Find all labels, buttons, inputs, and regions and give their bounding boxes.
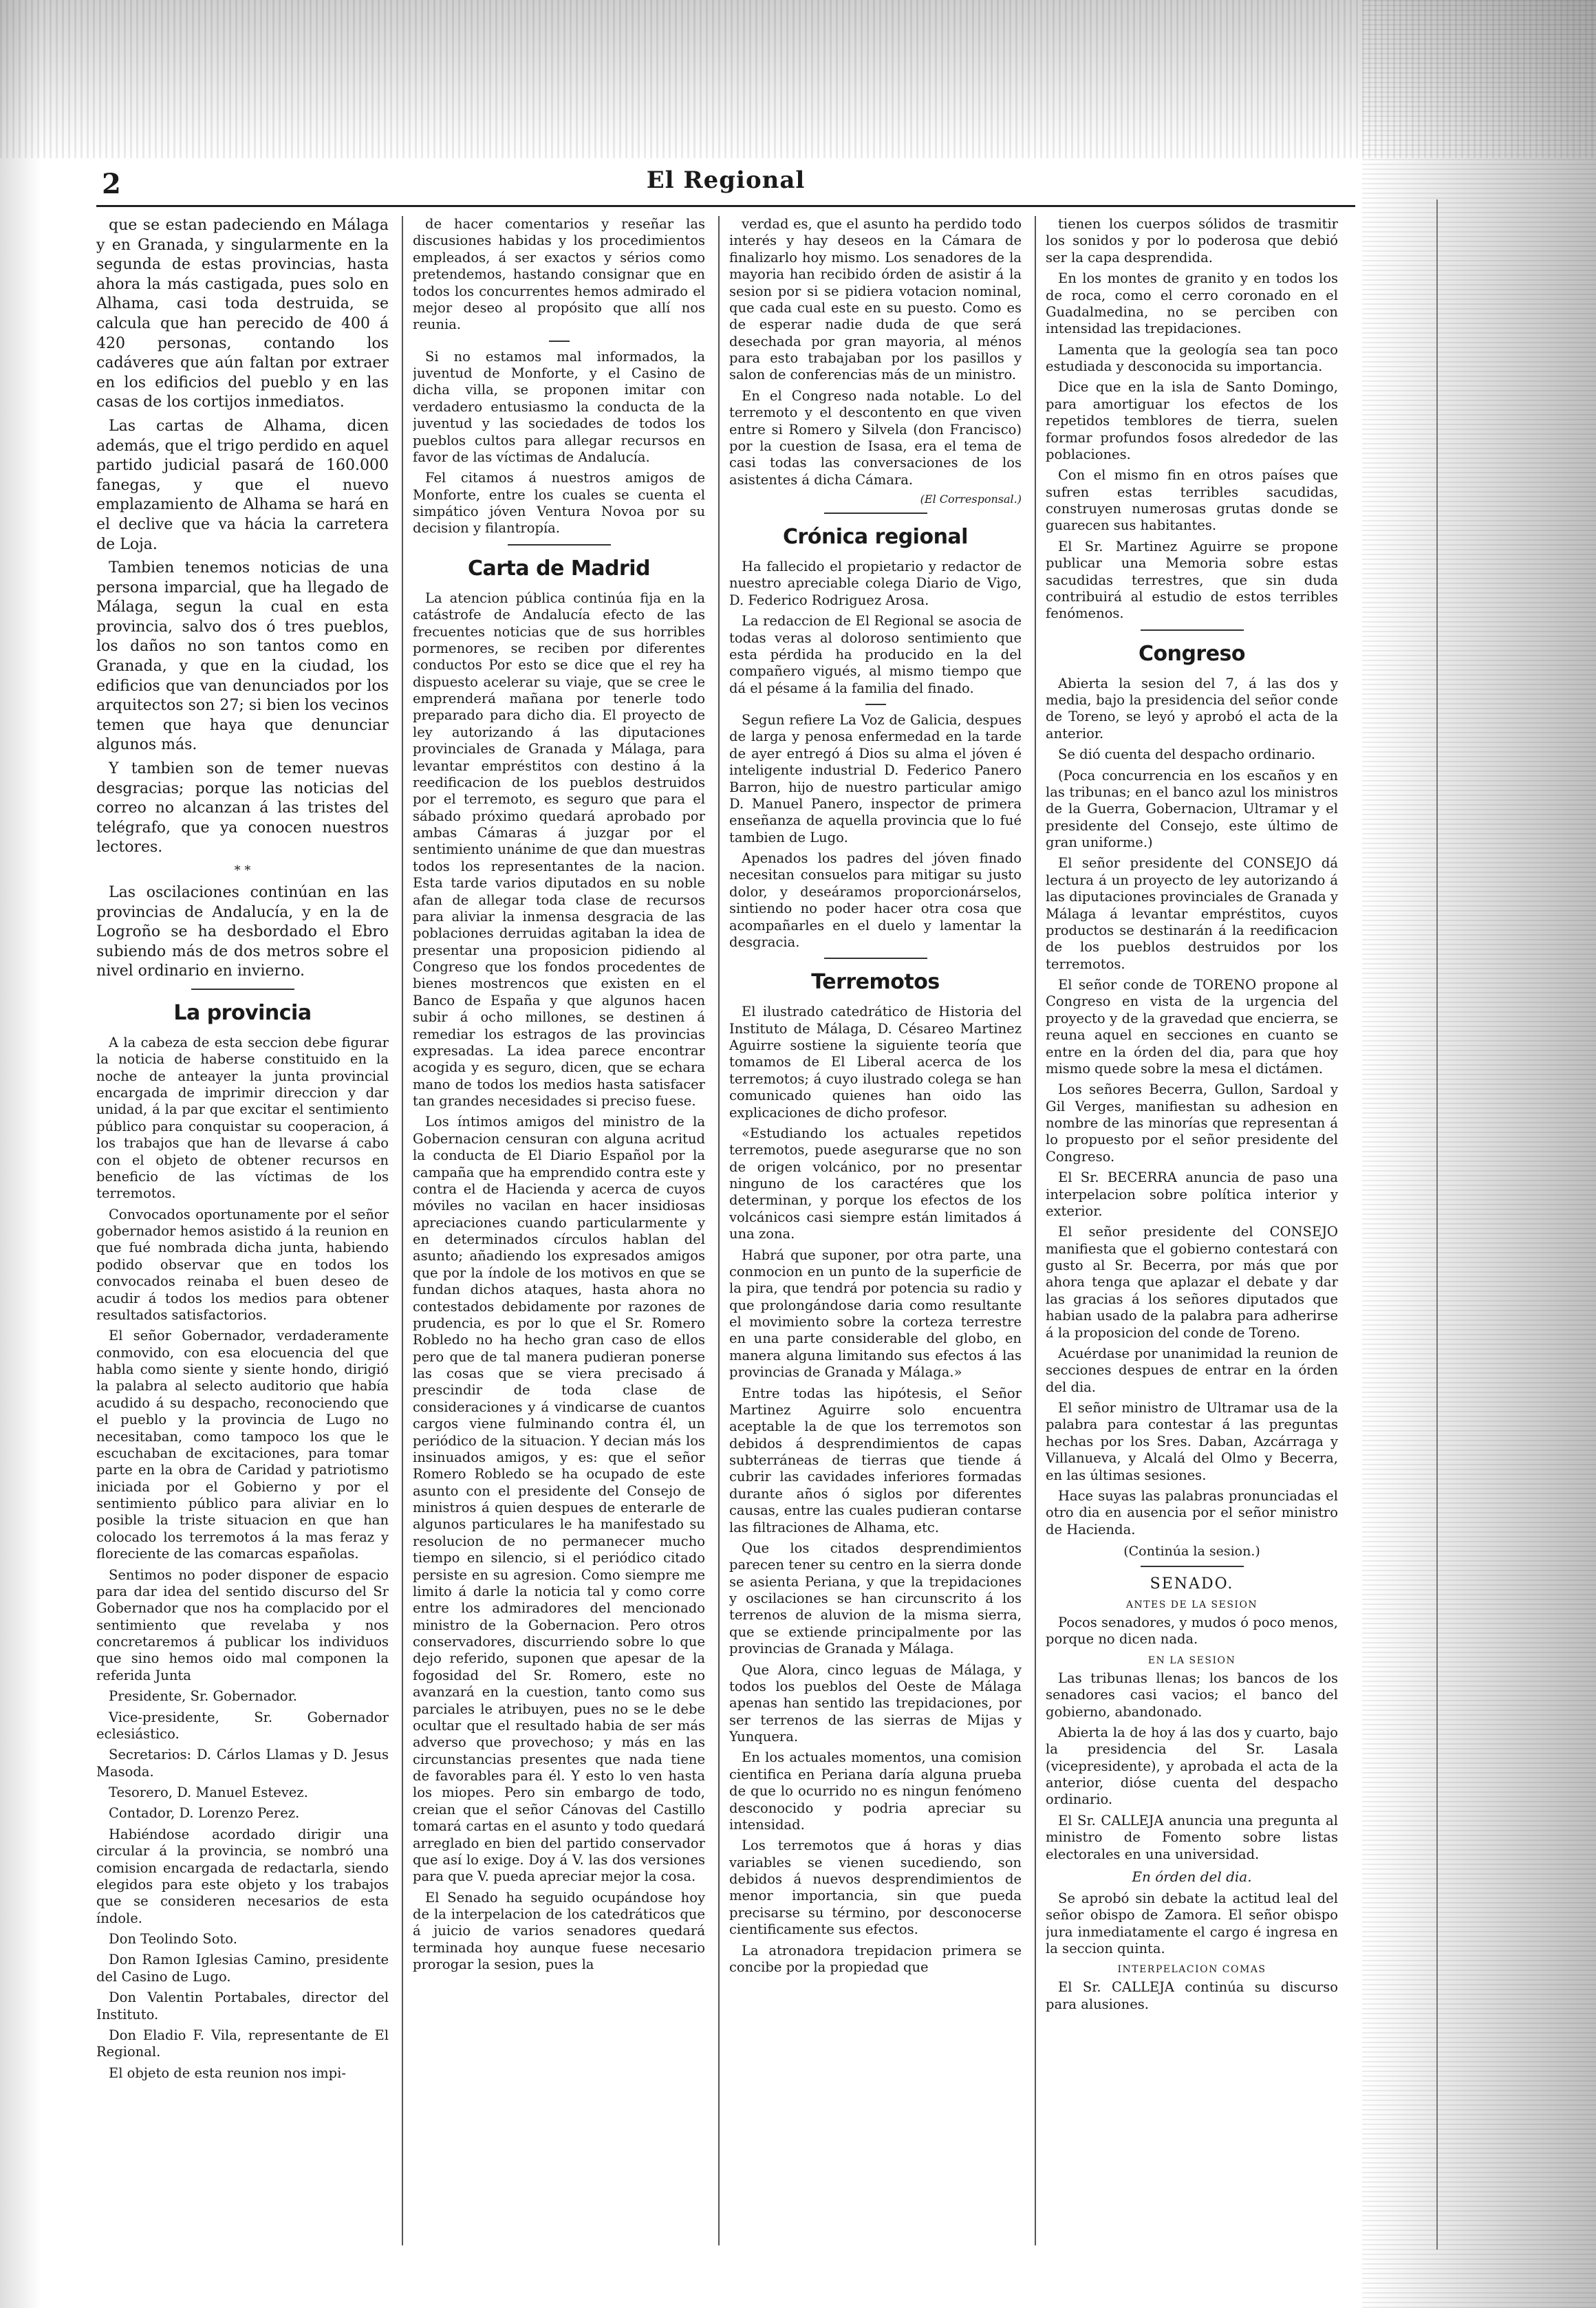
article-paragraph: Abierta la de hoy á las dos y cuarto, bajo la presidencia del Sr. Lasala (vicepresidente), y aprobada el acta de la anterior, dióse cuenta del despacho ordinario.: [1046, 1724, 1338, 1808]
article-paragraph: Fel citamos á nuestros amigos de Monforte, entre los cuales se cuenta el simpático jóven Ventura Novoa por su decision y filantropía.: [413, 470, 705, 537]
article-paragraph: En el Congreso nada notable. Lo del terremoto y el descontento en que viven entre si Romero y Silvela (don Francisco) por la cuestion de Isasa, era el tema de casi todas las conversaciones de los asistentes á dicha Cámara.: [729, 387, 1022, 488]
article-paragraph: La atronadora trepidacion primera se concibe por la propiedad que: [729, 1942, 1022, 1975]
page-number: 2: [102, 168, 121, 200]
article-paragraph: Don Teolindo Soto.: [109, 1931, 237, 1948]
column-separator: [402, 216, 403, 2245]
article-paragraph: Apenados los padres del jóven finado necesitan consuelos para mitigar su justo dolor, y deseáramos proporcionárselos, sintiendo no poder hacer otra cosa que acompañarles en el duelo y lamentar la desgracia.: [729, 850, 1022, 950]
article-paragraph: Que los citados desprendimientos parecen tener su centro en la sierra donde se asienta Periana, y que la trepidaciones y oscilaciones se han circunscrito á los terrenos de aluvion de la misma sierra, que se extiende principalmente por las provincias de Granada y Málaga.: [729, 1540, 1022, 1657]
article-paragraph: Los señores Becerra, Gullon, Sardoal y Gil Verges, manifiestan su adhesion en nombre de las minorías que representan á lo propuesto por el señor presidente del Congreso.: [1046, 1081, 1338, 1165]
article-paragraph: Las tribunas llenas; los bancos de los senadores casi vacios; el banco del gobierno, abandonado.: [1046, 1670, 1338, 1720]
section-divider: [508, 544, 611, 546]
section-divider: [824, 513, 927, 514]
scan-noise-right: [1362, 0, 1596, 2308]
article-paragraph: Dice que en la isla de Santo Domingo, para amortiguar los efectos de los repetidos temblores de tierra, suelen formar profundos fosos alrededor de las poblaciones.: [1046, 379, 1338, 462]
article-paragraph: En los montes de granito y en todos los de roca, como el cerro coronado en el Guadalmedina, no se perciben con intensidad las trepidaciones.: [1046, 270, 1338, 337]
section-divider: [865, 704, 886, 705]
article-paragraph: Contador, D. Lorenzo Perez.: [109, 1805, 300, 1822]
article-paragraph: El señor Gobernador, verdaderamente conmovido, con esa elocuencia del que habla como siente y siente hondo, dirigió la palabra al selecto auditorio que había acudido á su despacho, reconociendo que el pueblo y la provincia de Lugo no necesitaban, como tampoco los que le escuchaban de excitaciones, para tomar parte en la obra de Caridad y patriotismo iniciada por el Gobierno y por el sentimiento público para aliviar en lo posible la triste situacion en que han colocado los terremotos á la mas feraz y floreciente de las comarcas españolas.: [96, 1328, 389, 1562]
article-paragraph: Don Ramon Iglesias Camino, presidente del Casino de Lugo.: [96, 1952, 389, 1985]
column-1-lead: [96, 216, 389, 982]
article-paragraph: Ha fallecido el propietario y redactor de nuestro apreciable colega Diario de Vigo, D. Federico Rodriguez Arosa.: [729, 559, 1022, 608]
article-paragraph: «Estudiando los actuales repetidos terremotos, puede asegurarse que no son de origen volcánico, por no presentar ninguno de los caractéres que los determinan, y porque los efectos de los volcánicos casi siempre están limitados á una zona.: [729, 1125, 1022, 1242]
article-paragraph: Se dió cuenta del despacho ordinario.: [1058, 746, 1316, 763]
column-1: [96, 216, 389, 2245]
column-2: [413, 216, 705, 2245]
article-paragraph: Los íntimos amigos del ministro de la Gobernacion censuran con alguna acritud la conducta de El Diario Español por la campaña que ha emprendido contra este y contra el de Hacienda y acerca de cuyos móviles no vacilan en hacer insidiosas apreciaciones cuando particularmente y en determinados círculos hablan del asunto; añadiendo los expresados amigos que por la índole de los motivos en que se fundan dichos ataques, hasta ahora no contestados debidamente por razones de prudencia, es por lo que el Sr. Romero Robledo no ha hecho gran caso de ellos pero que de tal manera pudieran ponerse las cosas que se viera precisado á prescindir de toda clase de consideraciones y á vindicarse de cuantos cargos viene fulminando contra él, un periódico de la situacion. Y decian más los insinuados amigos, y es: que el señor Romero Robledo se ha ocupado de este asunto con el presidente del Consejo de ministros á quien despues de enterarle de algunos particulares le ha manifestado su resolucion de no permanecer mucho tiempo en silencio, si el periódico citado persiste en su agresion. Como siempre me limito á darle la noticia tal y como corre entre los admiradores del mencionado ministro de la Gobernacion. Pero otros conservadores, discurriendo sobre lo que dejo referido, suponen que apesar de la fogosidad del Sr. Romero, este no avanzará en la cuestion, tanto como sus parciales le atribuyen, pues no se le debe ocultar que el resultado habia de ser más adverso que provechoso; y más en las circunstancias presentes que nada tiene de favorables para él. Y esto lo ven hasta los miopes. Pero sin embargo de todo, creian que el señor Cánovas del Castillo tomará cartas en el asunto y todo quedará arreglado en bien del partido conservador que así lo exige. Doy á V. las dos versiones para que V. pueda apreciar mejor la cosa.: [413, 1114, 705, 1885]
article-paragraph: tienen los cuerpos sólidos de trasmitir los sonidos y por lo poderosa que debió ser la capa desprendida.: [1046, 216, 1338, 266]
article-paragraph: Entre todas las hipótesis, el Señor Martinez Aguirre solo encuentra aceptable la de que los terremotos son debidos á desprendimientos de capas subterráneas de tierras que tiende á cubrir las cavidades inferiores formadas durante años ó siglos por diferentes causas, entre las cuales pudieran contarse las filtraciones de Alhama, etc.: [729, 1385, 1022, 1535]
subsection-label: INTERPELACION COMAS: [1117, 1964, 1266, 1976]
article-paragraph: Habrá que suponer, por otra parte, una conmocion en un punto de la superficie de la pira, que tendrá por potencia su radio y que prolongándose daria como resultante el movimiento sobre la corteza terrestre en una parte considerable del globo, en manera alguna limitando sus efectos á las provincias de Granada y Málaga.»: [729, 1247, 1022, 1381]
article-paragraph: El Sr. Martinez Aguirre se propone publicar una Memoria sobre estas sacudidas terrestres, que sin duda contribuirá al estudio de estos terribles fenómenos.: [1046, 538, 1338, 622]
section-divider: [191, 989, 294, 990]
article-paragraph: Tesorero, D. Manuel Estevez.: [109, 1784, 308, 1801]
newspaper-page: [96, 158, 1355, 2250]
article-paragraph: Don Eladio F. Vila, representante de El Regional.: [96, 2027, 389, 2060]
article-paragraph: El Sr. CALLEJA continúa su discurso para alusiones.: [1046, 1979, 1338, 2012]
article-paragraph: Las oscilaciones continúan en las provincias de Andalucía, y en la de Logroño se ha desbordado el Ebro subiendo más de dos metros sobre el nivel ordinario en invierno.: [96, 884, 389, 980]
article-paragraph: El Sr. CALLEJA anuncia una pregunta al ministro de Fomento sobre listas electorales en una universidad.: [1046, 1812, 1338, 1862]
article-paragraph: Vice-presidente, Sr. Gobernador eclesiástico.: [96, 1709, 389, 1742]
section-title-terremotos: Terremotos: [811, 970, 940, 995]
correspondent-signature: (El Corresponsal.): [920, 493, 1022, 506]
section-title-senado: SENADO.: [1150, 1575, 1234, 1593]
page-edge-rule: [1436, 199, 1438, 2250]
page-header: [96, 158, 1355, 200]
continua-note: (Continúa la sesion.): [1123, 1544, 1260, 1559]
article-paragraph: Lamenta que la geología sea tan poco estudiada y desconocida su importancia.: [1046, 341, 1338, 374]
article-paragraph: que se estan padeciendo en Málaga y en Granada, y singularmente en la segunda de estas provincias, hasta ahora la más castigada, pues solo en Alhama, casi toda destruida, se calcula que han perecido de 400 á 420 personas, contando los cadáveres que aún faltan por extraer en los edificios del pueblo y en las casas de los cortijos inmediatos.: [96, 217, 389, 411]
article-paragraph: Sentimos no poder disponer de espacio para dar idea del sentido discurso del Sr Gobernador que nos ha complacido por el sentimiento que revelaba y nos concretaremos á publicar los individuos que sino hemos oido mal componen la referida Junta: [96, 1566, 389, 1683]
article-paragraph: Presidente, Sr. Gobernador.: [109, 1688, 297, 1705]
section-title-cronica-regional: Crónica regional: [783, 525, 968, 549]
column-separator: [718, 216, 720, 2245]
article-paragraph: El señor conde de TORENO propone al Congreso en vista de la urgencia del proyecto y de la gravedad que encierra, se reuna aquel en secciones en cuanto se entre en la órden del dia, para que hoy mismo quede sobre la mesa el dictámen.: [1046, 977, 1338, 1077]
article-paragraph: Secretarios: D. Cárlos Llamas y D. Jesus Masoda.: [96, 1747, 389, 1780]
section-title-la-provincia: La provincia: [173, 1000, 312, 1025]
article-paragraph: El ilustrado catedrático de Historia del Instituto de Málaga, D. Césareo Martinez Aguirre sostiene la siguiente teoría que tomamos de El Liberal acerca de los terremotos; á cuyo ilustrado colega se han comunicado quienes han oido las explicaciones de dicho profesor.: [729, 1004, 1022, 1121]
header-rule: [96, 205, 1355, 207]
article-paragraph: Las cartas de Alhama, dicen además, que el trigo perdido en aquel partido judicial pasará de 160.000 fanegas, y que el nuevo emplazamiento de Alhama se hará en el declive que va hácia la carretera de Loja.: [96, 417, 389, 553]
article-paragraph: Don Valentin Portabales, director del Instituto.: [96, 1989, 389, 2023]
section-title-congreso: Congreso: [1138, 641, 1246, 666]
article-paragraph: Tambien tenemos noticias de una persona imparcial, que ha llegado de Málaga, segun la cual en esta provincia, salvo dos ó tres pueblos, los daños no son tantos como en Granada, y que en la ciudad, los edificios que van denunciados por los arquitectos son 27; si bien los vecinos temen que haya que denunciar algunos más.: [96, 559, 389, 754]
article-paragraph: En los actuales momentos, una comision cientifica en Periana daría alguna prueba de que lo ocurrido no es ningun fenómeno desconocido y podria apreciar su intensidad.: [729, 1749, 1022, 1833]
article-paragraph: El señor presidente del CONSEJO manifiesta que el gobierno contestará con gusto al Sr. Becerra, por más que por ahora tenga que aplazar el debate y dar las gracias á los señores diputados que habian usado de la palabra para adherirse á la proposicion del conde de Toreno.: [1046, 1224, 1338, 1341]
article-paragraph: Habiéndose acordado dirigir una circular á la provincia, se nombró una comision encargada de redactarla, siendo elegidos para este objeto y los trabajos que se consideren necesarios de esta índole.: [96, 1826, 389, 1926]
section-divider: [1141, 1566, 1244, 1567]
section-divider: [1141, 629, 1244, 631]
section-stars: * *: [234, 863, 251, 878]
column-4: [1046, 216, 1338, 2245]
subsection-label: EN LA SESION: [1147, 1654, 1236, 1666]
article-paragraph: Convocados oportunamente por el señor gobernador hemos asistido á la reunion en que fué nombrada dicha junta, habiendo podido observar que en todos los convocados reinaba el buen deseo de acudir á todos los medios para obtener resultados satisfactorios.: [96, 1206, 389, 1323]
article-paragraph: La redaccion de El Regional se asocia de todas veras al doloroso sentimiento que esta pérdida ha producido en la del compañero vigués, al mismo tiempo que dá el pésame á la familia del finado.: [729, 613, 1022, 696]
section-title-carta-de-madrid: Carta de Madrid: [468, 556, 650, 581]
article-paragraph: El Senado ha seguido ocupándose hoy de la interpelacion de los catedráticos que á juicio de varios senadores quedará terminada hoy aunque fuese necesario prorogar la sesion, pues la: [413, 1889, 705, 1973]
article-paragraph: A la cabeza de esta seccion debe figurar la noticia de haberse constituido en la noche de anteayer la junta provincial encargada de imprimir direccion y dar unidad, á la par que excitar el sentimiento público para conquistar su cooperacion, á los trabajos que han de llevarse á cabo con el objeto de obtener recursos en beneficio de las víctimas de los terremotos.: [96, 1034, 389, 1202]
section-divider: [824, 958, 927, 959]
article-paragraph: Que Alora, cinco leguas de Málaga, y todos los pueblos del Oeste de Málaga apenas han sentido las trepidaciones, por ser terrenos de las sierras de Mijas y Yunquera.: [729, 1661, 1022, 1745]
article-paragraph: El señor ministro de Ultramar usa de la palabra para contestar á las preguntas hechas por los Sres. Daban, Azcárraga y Villanueva, y Alcalá del Olmo y Becerra, en las últimas sesiones.: [1046, 1400, 1338, 1483]
article-paragraph: de hacer comentarios y reseñar las discusiones habidas y los procedimientos empleados, á ser exactos y sérios como pretendemos, hastando consignar que en todos los concurrentes hemos admirado el mejor deseo al propósito que allí nos reunia.: [413, 216, 705, 333]
article-paragraph: Hace suyas las palabras pronunciadas el otro dia en ausencia por el señor ministro de Hacienda.: [1046, 1487, 1338, 1538]
article-paragraph: Y tambien son de temer nuevas desgracias; porque las noticias del correo no alcanzan á las tristes del telégrafo, que ya conocen nuestros lectores.: [96, 760, 389, 856]
column-separator: [1035, 216, 1036, 2245]
column-3: [729, 216, 1022, 2245]
article-paragraph: verdad es, que el asunto ha perdido todo interés y hay deseos en la Cámara de finalizarlo hoy mismo. Los senadores de la mayoria han recibido órden de asistir á la sesion por si se pidiera votacion nominal, que cada cual este en su puesto. Como es de esperar nadie duda de que será desechada por gran mayoria, al ménos para esto trabajaban por los pasillos y salon de conferencias más de un ministro.: [729, 216, 1022, 383]
scan-noise-top: [0, 0, 1596, 158]
article-paragraph: Con el mismo fin en otros países que sufren estas terribles sacudidas, construyen numerosas grutas donde se guarecen sus habitantes.: [1046, 467, 1338, 534]
article-paragraph: Si no estamos mal informados, la juventud de Monforte, y el Casino de dicha villa, se proponen imitar con verdadero entusiasmo la conducta de la juventud y las sociedades de todos los pueblos cultos para allegar recursos en favor de las víctimas de Andalucía.: [413, 348, 705, 465]
orden-del-dia-label: En órden del dia.: [1132, 1868, 1252, 1885]
masthead-title: El Regional: [646, 166, 806, 194]
article-paragraph: El objeto de esta reunion nos impi-: [109, 2064, 346, 2081]
article-paragraph: La atencion pública continúa fija en la catástrofe de Andalucía efecto de las frecuentes noticias que de sus horribles pormenores, se reciben por diferentes conductos Por esto se dice que el rey ha dispuesto acelerar su viaje, que se cree le emprenderá mañana por tenerle todo preparado para dicho dia. El proyecto de ley autorizando á las diputaciones provinciales de Granada y Málaga, para levantar empréstitos con destino á la reedificacion de los pueblos destruidos por el terremoto, es seguro que para el sábado próximo quedará aprobado por ambas Cámaras á juzgar por el sentimiento unánime de que dan muestras todos los representantes de la nacion. Esta tarde varios diputados en su noble afan de allegar toda clase de recursos para aliviar la inmensa desgracia de las poblaciones derruidas agitaban la idea de presentar una proposicion pidiendo al Congreso que los fondos procedentes de bienes mostrencos que existen en el Banco de España y que algunos hacen subir á ocho millones, se destinen á remediar los estragos de las provincias expresadas. La idea parece encontrar acogida y es seguro, dicen, que se echara mano de todos los medios hasta satisfacer tan grandes necesidades si preciso fuese.: [413, 590, 705, 1109]
article-paragraph: Se aprobó sin debate la actitud leal del señor obispo de Zamora. El señor obispo jura inmediatamente el cargo é ingresa en la seccion quinta.: [1046, 1890, 1338, 1956]
article-paragraph: Segun refiere La Voz de Galicia, despues de larga y penosa enfermedad en la tarde de ayer entregó á Dios su alma el jóven é inteligente industrial D. Federico Panero Barron, hijo de nuestro particular amigo D. Manuel Panero, inspector de primera enseñanza de aquella provincia que lo fué tambien de Lugo.: [729, 712, 1022, 845]
subsection-label: ANTES DE LA SESION: [1125, 1599, 1258, 1610]
article-paragraph: Acuérdase por unanimidad la reunion de secciones despues de entrar en la órden del dia.: [1046, 1345, 1338, 1395]
article-paragraph: Los terremotos que á horas y dias variables se vienen sucediendo, son debidos á nuevos desprendimientos de menor importancia, sin que pueda precisarse su término, por desconocerse cientificamente sus efectos.: [729, 1837, 1022, 1938]
scan-noise-left: [0, 0, 41, 2308]
article-paragraph: (Poca concurrencia en los escaños y en las tribunas; en el banco azul los ministros de la Guerra, Gobernacion, Ultramar y el presidente del Consejo, este último de gran uniforme.): [1046, 767, 1338, 850]
article-paragraph: El señor presidente del CONSEJO dá lectura á un proyecto de ley autorizando á las diputaciones provinciales de Granada y Málaga á levantar empréstitos, cuyos productos se destinarán á la reedificacion de los pueblos destruidos por los terremotos.: [1046, 855, 1338, 972]
article-paragraph: Abierta la sesion del 7, á las dos y media, bajo la presidencia del señor conde de Toreno, se leyó y aprobó el acta de la anterior.: [1046, 675, 1338, 742]
article-paragraph: El Sr. BECERRA anuncia de paso una interpelacion sobre política interior y exterior.: [1046, 1169, 1338, 1219]
article-paragraph: Pocos senadores, y mudos ó poco menos, porque no dicen nada.: [1046, 1615, 1338, 1648]
section-divider: [549, 341, 570, 342]
